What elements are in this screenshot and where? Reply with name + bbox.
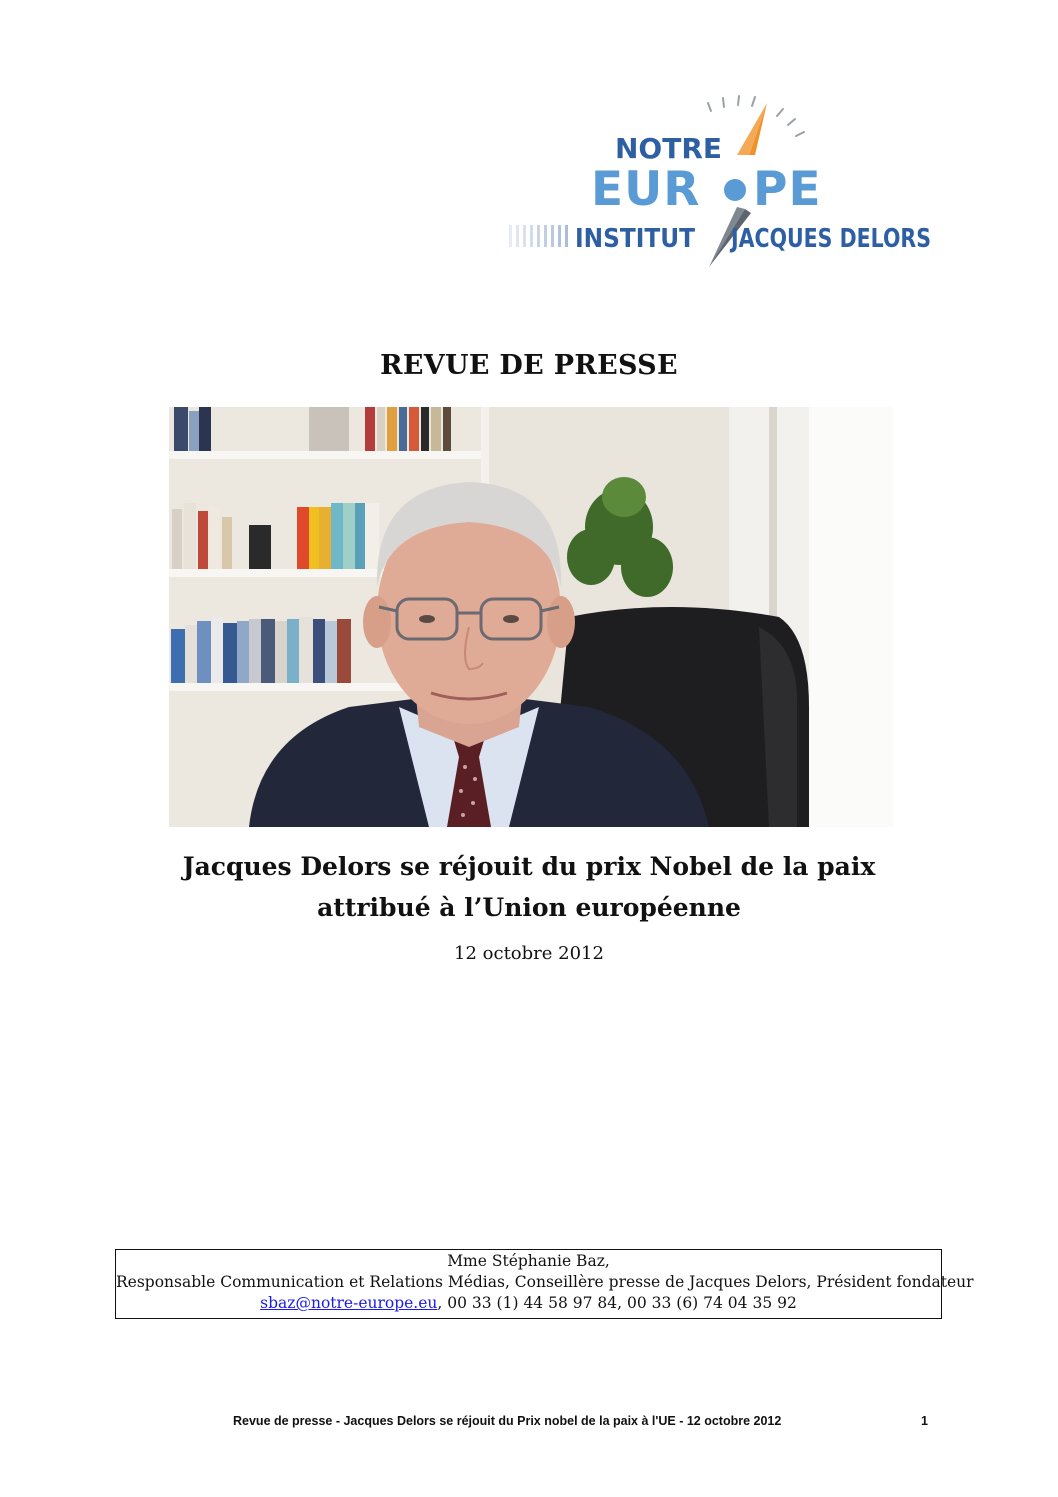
contact-role: Responsable Communication et Relations Médias, Conseillère presse de Jacques Delors, Président fondateur [116,1273,974,1291]
logo-line1: NOTRE [615,132,723,165]
document-type-title: REVUE DE PRESSE [380,350,678,381]
headline [100,846,958,928]
notre-europe-logo [505,95,935,280]
contact-box [115,1249,974,1319]
logo-line2-left: EUR [591,162,701,217]
footer-text: Revue de presse - Jacques Delors se réjouit du Prix nobel de la paix à l'UE - 12 octobre 2012 [233,1414,782,1428]
portrait-photo [169,407,893,827]
publication-date: 12 octobre 2012 [454,943,604,964]
contact-phones: , 00 33 (1) 44 58 97 84, 00 33 (6) 74 04 35 92 [437,1294,797,1312]
headline-line2: attribué à l’Union européenne [317,893,741,922]
page-number: 1 [921,1414,928,1428]
logo-line3-left: INSTITUT [575,224,696,254]
logo-compass-dot [724,179,746,201]
logo-line2-right: PE [753,162,822,217]
contact-name: Mme Stéphanie Baz, [447,1252,610,1270]
contact-email-link[interactable]: sbaz@notre-europe.eu [260,1294,438,1312]
contact-details [116,1293,941,1314]
logo-line3-right: JACQUES DELORS [729,224,931,254]
headline-line1: Jacques Delors se réjouit du prix Nobel de la paix [182,852,876,881]
